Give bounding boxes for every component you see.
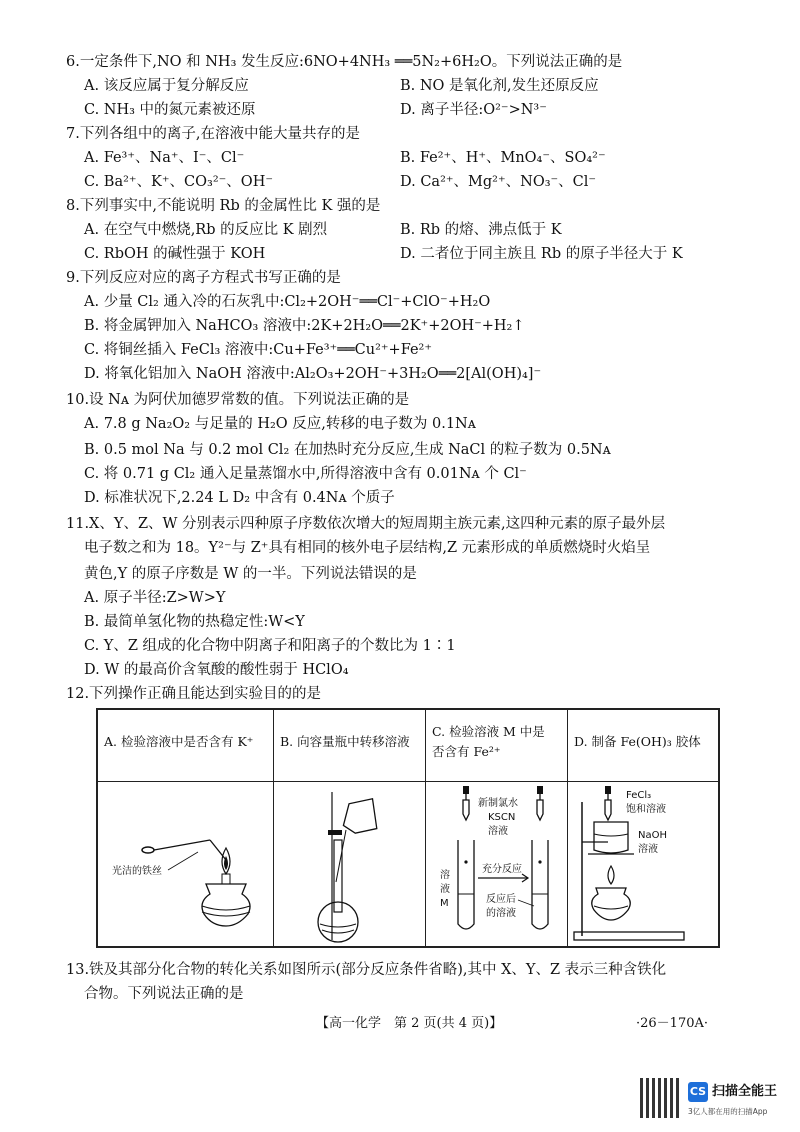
- after-reaction-label-2: 的溶液: [486, 908, 516, 919]
- solution-m-char1: 溶: [440, 870, 450, 881]
- q6-option-d: D. 离子半径:O²⁻>N³⁻: [400, 102, 547, 118]
- cell-b-apparatus: [274, 782, 426, 948]
- after-reaction-label-1: 反应后: [486, 894, 516, 905]
- naoh-solution-label: 溶液: [638, 844, 658, 855]
- header-c: [426, 710, 568, 782]
- experiment-table: [96, 708, 720, 948]
- q6-option-c: C. NH₃ 中的氮元素被还原: [84, 102, 256, 118]
- header-a-text: A. 检验溶液中是否含有 K⁺: [104, 734, 254, 749]
- solution-m-char2: 液: [440, 884, 450, 895]
- q9-stem: 9.下列反应对应的离子方程式书写正确的是: [66, 270, 341, 286]
- q9-option-d: D. 将氧化铝加入 NaOH 溶液中:Al₂O₃+2OH⁻+3H₂O══2[Al(OH)₄]⁻: [84, 366, 542, 382]
- q9-option-a: A. 少量 Cl₂ 通入冷的石灰乳中:Cl₂+2OH⁻══Cl⁻+ClO⁻+H₂O: [84, 294, 491, 310]
- header-d: [568, 710, 718, 782]
- q12-stem: 12.下列操作正确且能达到实验目的的是: [66, 686, 322, 702]
- q11-option-c: C. Y、Z 组成的化合物中阴离子和阳离子的个数比为 1∶1: [84, 638, 456, 654]
- q13-stem-line2: 合物。下列说法正确的是: [84, 986, 244, 1002]
- q6-option-a: A. 该反应属于复分解反应: [84, 78, 249, 94]
- camscanner-logo-icon: CS: [688, 1082, 708, 1102]
- q10-stem: 10.设 Nᴀ 为阿伏加德罗常数的值。下列说法正确的是: [66, 392, 410, 408]
- header-b: [274, 710, 426, 782]
- q8-option-c: C. RbOH 的碱性强于 KOH: [84, 246, 266, 262]
- volumetric-flask-diagram: [274, 782, 424, 946]
- q7-option-a: A. Fe³⁺、Na⁺、I⁻、Cl⁻: [84, 150, 245, 166]
- kscn-solution-label: 溶液: [488, 826, 508, 837]
- kscn-label: KSCN: [488, 812, 516, 823]
- react-label: 充分反应: [482, 864, 522, 875]
- solution-m-char3: M: [440, 898, 449, 909]
- q10-option-d: D. 标准状况下,2.24 L D₂ 中含有 0.4Nᴀ 个质子: [84, 490, 395, 506]
- flame-test-diagram: [98, 782, 272, 946]
- header-c-text-1: C. 检验溶液 M 中是: [432, 724, 545, 739]
- q7-option-b: B. Fe²⁺、H⁺、MnO₄⁻、SO₄²⁻: [400, 150, 606, 166]
- q7-stem: 7.下列各组中的离子,在溶液中能大量共存的是: [66, 126, 360, 142]
- saturated-solution-label: 饱和溶液: [626, 804, 666, 815]
- scanner-tagline: 3亿人都在用的扫描App: [688, 1107, 768, 1116]
- cell-c-apparatus: [426, 782, 568, 948]
- q6-option-b: B. NO 是氧化剂,发生还原反应: [400, 78, 599, 94]
- cell-a-apparatus: [98, 782, 274, 948]
- q10-option-c: C. 将 0.71 g Cl₂ 通入足量蒸馏水中,所得溶液中含有 0.01Nᴀ 个 Cl⁻: [84, 466, 527, 482]
- header-a: [98, 710, 274, 782]
- q8-stem: 8.下列事实中,不能说明 Rb 的金属性比 K 强的是: [66, 198, 381, 214]
- cell-d-apparatus: [568, 782, 718, 948]
- q8-option-d: D. 二者位于同主族且 Rb 的原子半径大于 K: [400, 246, 683, 262]
- header-c-text-2: 否含有 Fe²⁺: [432, 744, 501, 759]
- scanner-app-name: 扫描全能王: [712, 1084, 778, 1099]
- q7-option-d: D. Ca²⁺、Mg²⁺、NO₃⁻、Cl⁻: [400, 174, 597, 190]
- iron-wire-label: 光洁的铁丝: [112, 866, 162, 877]
- q10-option-b: B. 0.5 mol Na 与 0.2 mol Cl₂ 在加热时充分反应,生成 NaCl 的粒子数为 0.5Nᴀ: [84, 442, 611, 458]
- q9-option-b: B. 将金属钾加入 NaHCO₃ 溶液中:2K+2H₂O══2K⁺+2OH⁻+H₂↑: [84, 318, 525, 334]
- q11-stem-line3: 黄色,Y 的原子序数是 W 的一半。下列说法错误的是: [84, 566, 417, 582]
- naoh-label: NaOH: [638, 830, 667, 841]
- header-b-text: B. 向容量瓶中转移溶液: [280, 734, 410, 749]
- q11-stem-line1: 11.X、Y、Z、W 分别表示四种原子序数依次增大的短周期主族元素,这四种元素的原子最外层: [66, 516, 666, 532]
- fecl3-label: FeCl₃: [626, 790, 652, 801]
- test-tube-diagram: [426, 782, 566, 946]
- q11-option-a: A. 原子半径:Z>W>Y: [84, 590, 226, 606]
- q6-stem: 6.一定条件下,NO 和 NH₃ 发生反应:6NO+4NH₃ ══5N₂+6H₂O。下列说法正确的是: [66, 54, 623, 70]
- q9-option-c: C. 将铜丝插入 FeCl₃ 溶液中:Cu+Fe³⁺══Cu²⁺+Fe²⁺: [84, 342, 433, 358]
- q8-option-a: A. 在空气中燃烧,Rb 的反应比 K 剧烈: [84, 222, 328, 238]
- q11-stem-line2: 电子数之和为 18。Y²⁻与 Z⁺具有相同的核外电子层结构,Z 元素形成的单质燃烧时火焰呈: [84, 540, 651, 556]
- header-d-text: D. 制备 Fe(OH)₃ 胶体: [574, 734, 701, 749]
- page-footer: 【高一化学 第 2 页(共 4 页)】: [316, 1016, 503, 1031]
- colloid-setup-diagram: [568, 782, 718, 946]
- qr-code-icon: [640, 1078, 680, 1118]
- q11-option-b: B. 最简单氢化物的热稳定性:W<Y: [84, 614, 305, 630]
- q10-option-a: A. 7.8 g Na₂O₂ 与足量的 H₂O 反应,转移的电子数为 0.1Nᴀ: [84, 416, 476, 432]
- q7-option-c: C. Ba²⁺、K⁺、CO₃²⁻、OH⁻: [84, 174, 273, 190]
- q8-option-b: B. Rb 的熔、沸点低于 K: [400, 222, 562, 238]
- chlorine-water-label: 新制氯水: [478, 798, 518, 809]
- q11-option-d: D. W 的最高价含氧酸的酸性弱于 HClO₄: [84, 662, 349, 678]
- q13-stem-line1: 13.铁及其部分化合物的转化关系如图所示(部分反应条件省略),其中 X、Y、Z 表示三种含铁化: [66, 962, 667, 978]
- paper-code: ·26－170A·: [636, 1016, 709, 1031]
